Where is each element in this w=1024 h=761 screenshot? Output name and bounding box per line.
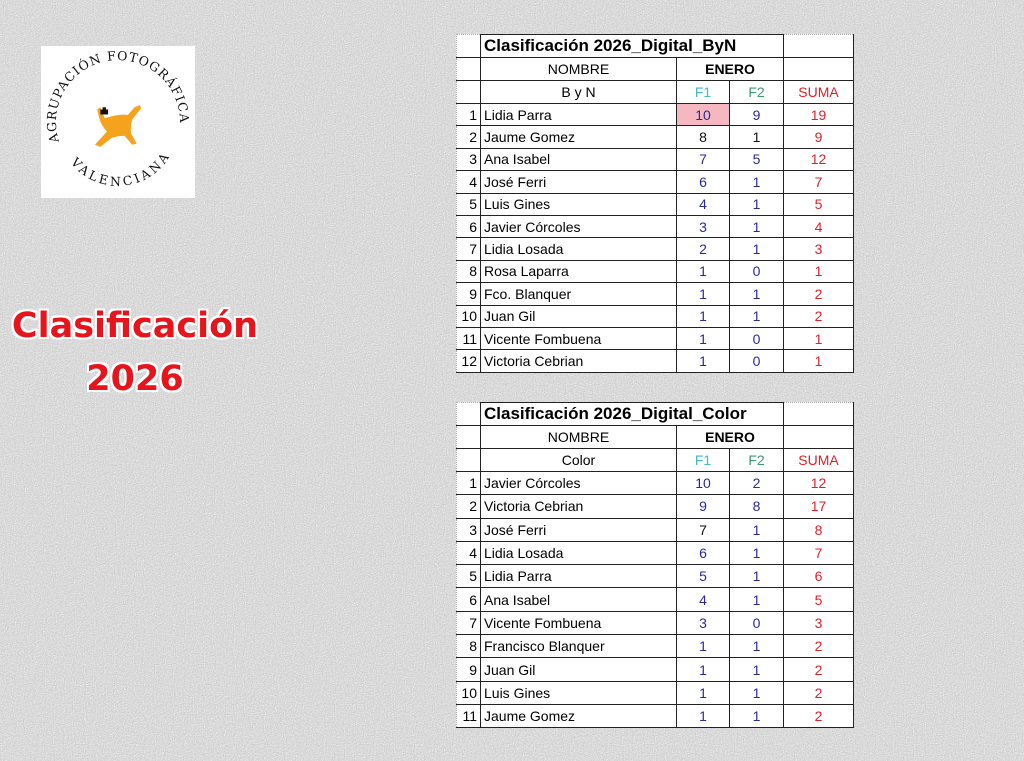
header-row [457, 58, 854, 81]
participant-name: Luis Gines [481, 681, 677, 704]
f2-score: 1 [730, 283, 784, 305]
table-row [457, 193, 854, 215]
rank: 12 [457, 350, 481, 372]
f1-score: 1 [677, 635, 730, 658]
f1-score: 7 [677, 518, 730, 541]
rank: 11 [457, 704, 481, 727]
f1-score: 6 [677, 171, 730, 193]
table-row [457, 327, 854, 349]
table-row [457, 350, 854, 372]
table-title-row [457, 35, 854, 58]
empty-cell [784, 426, 854, 449]
table-row [457, 148, 854, 170]
f1-score: 1 [677, 260, 730, 282]
f2-score: 0 [730, 350, 784, 372]
rank: 10 [457, 305, 481, 327]
rank: 10 [457, 681, 481, 704]
participant-name: Jaume Gomez [481, 126, 677, 148]
table-row [457, 283, 854, 305]
table-row [457, 215, 854, 237]
f2-score: 2 [730, 472, 784, 495]
col-month: ENERO [677, 58, 784, 81]
f2-score: 8 [730, 495, 784, 518]
total-score: 12 [784, 148, 854, 170]
table-row [457, 681, 854, 704]
logo-text-top: AGRUPACIÓN FOTOGRÁFICA [43, 47, 193, 145]
total-score: 2 [784, 305, 854, 327]
table-row [457, 704, 854, 727]
total-score: 2 [784, 658, 854, 681]
svg-text:VALENCIANA [67, 148, 173, 189]
participant-name: Javier Córcoles [481, 215, 677, 237]
participant-name: Juan Gil [481, 658, 677, 681]
col-nombre: NOMBRE [481, 426, 677, 449]
rank: 11 [457, 327, 481, 349]
f1-score: 1 [677, 305, 730, 327]
table-row [457, 238, 854, 260]
rank: 4 [457, 541, 481, 564]
rank: 1 [457, 472, 481, 495]
page-title-line2: 2026 [86, 359, 184, 399]
f2-score: 0 [730, 327, 784, 349]
empty-cell [457, 35, 481, 58]
f1-score: 2 [677, 238, 730, 260]
f1-score: 1 [677, 704, 730, 727]
table-row [457, 171, 854, 193]
f2-score: 1 [730, 215, 784, 237]
total-score: 19 [784, 104, 854, 126]
f1-score: 5 [677, 565, 730, 588]
rank: 9 [457, 658, 481, 681]
total-score: 3 [784, 611, 854, 634]
ranking-table-byn [456, 34, 854, 373]
rank: 5 [457, 193, 481, 215]
total-score: 4 [784, 215, 854, 237]
f2-score: 1 [730, 238, 784, 260]
col-f1: F1 [677, 81, 730, 104]
f1-score: 9 [677, 495, 730, 518]
participant-name: Juan Gil [481, 305, 677, 327]
subheader-row [457, 81, 854, 104]
total-score: 2 [784, 704, 854, 727]
empty-cell [784, 35, 854, 58]
ranking-table-color [456, 402, 854, 728]
empty-cell [457, 449, 481, 472]
table-title-row [457, 403, 854, 426]
page-title-line1: Clasificación [11, 306, 259, 346]
table-row [457, 104, 854, 126]
table-row [457, 260, 854, 282]
participant-name: Luis Gines [481, 193, 677, 215]
logo-text-bottom: VALENCIANA [68, 147, 174, 190]
col-suma: SUMA [784, 449, 854, 472]
participant-name: Lidia Parra [481, 565, 677, 588]
empty-cell [457, 403, 481, 426]
f1-score: 6 [677, 541, 730, 564]
f1-score: 4 [677, 588, 730, 611]
total-score: 2 [784, 635, 854, 658]
participant-name: José Ferri [481, 518, 677, 541]
subheader-row [457, 449, 854, 472]
f1-score: 3 [677, 215, 730, 237]
empty-cell [784, 58, 854, 81]
col-f2: F2 [730, 81, 784, 104]
f1-score: 1 [677, 658, 730, 681]
f2-score: 5 [730, 148, 784, 170]
f2-score: 1 [730, 126, 784, 148]
rank: 1 [457, 104, 481, 126]
f2-score: 1 [730, 704, 784, 727]
participant-name: Vicente Fombuena [481, 611, 677, 634]
rank: 8 [457, 260, 481, 282]
rank: 3 [457, 148, 481, 170]
table-row [457, 658, 854, 681]
participant-name: Victoria Cebrian [481, 495, 677, 518]
rank: 3 [457, 518, 481, 541]
table-row [457, 588, 854, 611]
f2-score: 1 [730, 658, 784, 681]
total-score: 6 [784, 565, 854, 588]
participant-name: Ana Isabel [481, 588, 677, 611]
f2-score: 0 [730, 611, 784, 634]
empty-cell [457, 81, 481, 104]
total-score: 8 [784, 518, 854, 541]
participant-name: Francisco Blanquer [481, 635, 677, 658]
participant-name: Lidia Parra [481, 104, 677, 126]
f2-score: 1 [730, 305, 784, 327]
col-f2: F2 [730, 449, 784, 472]
total-score: 12 [784, 472, 854, 495]
participant-name: Javier Córcoles [481, 472, 677, 495]
f1-score: 4 [677, 193, 730, 215]
table-title: Clasificación 2026_Digital_ByN [481, 35, 784, 58]
col-suma: SUMA [784, 81, 854, 104]
total-score: 7 [784, 541, 854, 564]
category-label: Color [481, 449, 677, 472]
f2-score: 1 [730, 565, 784, 588]
participant-name: Rosa Laparra [481, 260, 677, 282]
participant-name: Victoria Cebrian [481, 350, 677, 372]
f1-score: 1 [677, 283, 730, 305]
total-score: 2 [784, 283, 854, 305]
table-row [457, 635, 854, 658]
f1-score: 8 [677, 126, 730, 148]
f1-score: 10 [677, 472, 730, 495]
col-nombre: NOMBRE [481, 58, 677, 81]
table-row [457, 305, 854, 327]
f1-score: 1 [677, 681, 730, 704]
table-row [457, 126, 854, 148]
table-row [457, 565, 854, 588]
rank: 7 [457, 238, 481, 260]
f2-score: 1 [730, 588, 784, 611]
total-score: 17 [784, 495, 854, 518]
total-score: 3 [784, 238, 854, 260]
f2-score: 1 [730, 171, 784, 193]
f2-score: 1 [730, 681, 784, 704]
total-score: 1 [784, 350, 854, 372]
table-row [457, 611, 854, 634]
table-row [457, 472, 854, 495]
f2-score: 1 [730, 635, 784, 658]
rank: 6 [457, 588, 481, 611]
total-score: 9 [784, 126, 854, 148]
f2-score: 9 [730, 104, 784, 126]
table-row [457, 495, 854, 518]
empty-cell [457, 58, 481, 81]
total-score: 7 [784, 171, 854, 193]
f1-score: 1 [677, 327, 730, 349]
total-score: 5 [784, 193, 854, 215]
participant-name: Ana Isabel [481, 148, 677, 170]
rank: 5 [457, 565, 481, 588]
total-score: 5 [784, 588, 854, 611]
empty-cell [457, 426, 481, 449]
f2-score: 1 [730, 541, 784, 564]
participant-name: José Ferri [481, 171, 677, 193]
f2-score: 0 [730, 260, 784, 282]
f1-score: 10 [677, 104, 730, 126]
total-score: 2 [784, 681, 854, 704]
table-row [457, 541, 854, 564]
participant-name: Jaume Gomez [481, 704, 677, 727]
participant-name: Vicente Fombuena [481, 327, 677, 349]
participant-name: Fco. Blanquer [481, 283, 677, 305]
club-logo [41, 46, 195, 198]
participant-name: Lidia Losada [481, 541, 677, 564]
rank: 2 [457, 126, 481, 148]
f1-score: 7 [677, 148, 730, 170]
table-title: Clasificación 2026_Digital_Color [481, 403, 784, 426]
total-score: 1 [784, 327, 854, 349]
total-score: 1 [784, 260, 854, 282]
f1-score: 1 [677, 350, 730, 372]
col-f1: F1 [677, 449, 730, 472]
rank: 8 [457, 635, 481, 658]
f1-score: 3 [677, 611, 730, 634]
empty-cell [784, 403, 854, 426]
rank: 6 [457, 215, 481, 237]
header-row [457, 426, 854, 449]
rank: 2 [457, 495, 481, 518]
table-row [457, 518, 854, 541]
rank: 9 [457, 283, 481, 305]
rank: 4 [457, 171, 481, 193]
col-month: ENERO [677, 426, 784, 449]
camera-icon [100, 107, 108, 114]
rank: 7 [457, 611, 481, 634]
f2-score: 1 [730, 518, 784, 541]
participant-name: Lidia Losada [481, 238, 677, 260]
category-label: B y N [481, 81, 677, 104]
f2-score: 1 [730, 193, 784, 215]
